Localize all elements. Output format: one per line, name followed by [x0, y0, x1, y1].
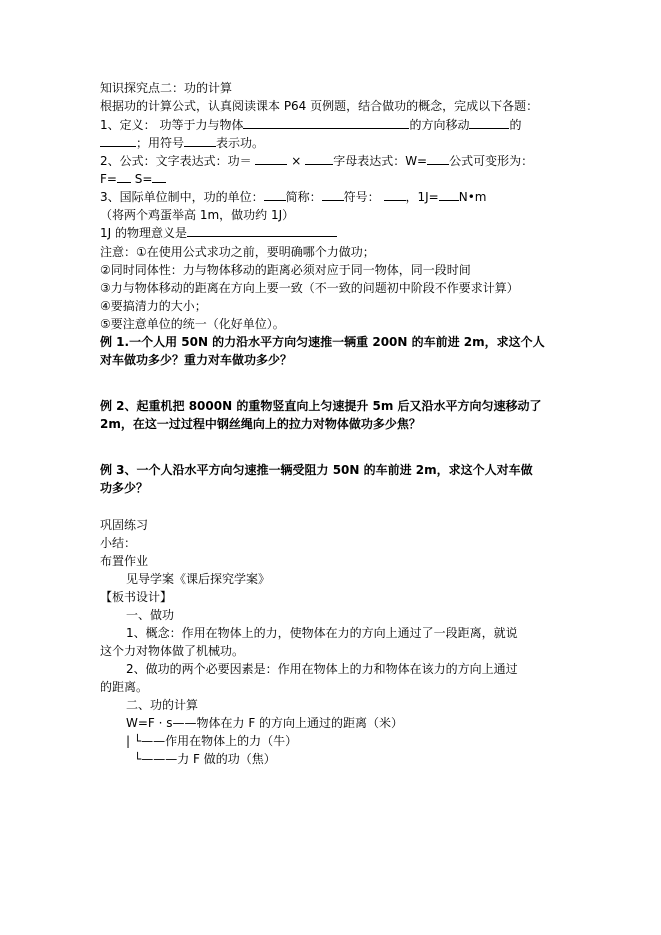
board-section-2-title: 二、功的计算 — [126, 698, 199, 712]
fill-blank — [384, 189, 406, 201]
fill-blank — [322, 189, 344, 201]
fill-blank — [152, 171, 166, 183]
fill-blank — [243, 117, 409, 129]
board-concept-line-1: 1、概念：作用在物体上的力，使物体在力的方向上通过了一段距离，就说 — [126, 626, 518, 640]
fill-blank — [427, 153, 449, 165]
board-concept-line-2: 这个力对物体做了机械功。 — [100, 644, 245, 658]
board-factors-line-1: 2、做功的两个必要因素是：作用在物体上的力和物体在该力的方向上通过 — [126, 662, 518, 676]
note-line-4: ④要搞清力的大小； — [100, 299, 207, 313]
egg-note: （将两个鸡蛋举高 1m，做功约 1J） — [100, 208, 295, 222]
definition-line-1: 1、定义： 功等于力与物体 的方向移动 的 — [100, 118, 522, 132]
note-line-3: ③力与物体移动的距离在方向上要一致（不一致的问题初中阶段不作要求计算） — [100, 281, 519, 295]
formula-line-2: F= S= — [100, 171, 166, 187]
example-1-line-1: 例 1.一个人用 50N 的力沿水平方向匀速推一辆重 200N 的车前进 2m，求这个人 — [100, 335, 545, 349]
fill-blank — [184, 135, 216, 147]
summary-heading: 小结： — [100, 536, 137, 550]
practice-heading: 巩固练习 — [100, 518, 149, 532]
fill-blank — [187, 225, 337, 237]
example-3-line-1: 例 3、一个人沿水平方向匀速推一辆受阻力 50N 的车前进 2m，求这个人对车做 — [100, 463, 533, 477]
fill-blank — [264, 189, 286, 201]
formula-line-1: 2、公式：文字表达式：功＝ × 字母表达式：W= 公式可变形为： — [100, 154, 534, 168]
example-2-line-1: 例 2、起重机把 8000N 的重物竖直向上匀速提升 5m 后又沿水平方向匀速移动了 — [100, 399, 542, 413]
board-formula-line-1: W=F · s——物体在力 F 的方向上通过的距离（米） — [126, 716, 404, 730]
board-design-title: 【板书设计】 — [100, 590, 173, 604]
example-3-line-2: 功多少？ — [100, 481, 149, 495]
definition-line-2: ；用符号 表示功。 — [100, 135, 264, 151]
fill-blank — [117, 171, 131, 183]
fill-blank — [469, 117, 509, 129]
example-1-line-2: 对车做功多少？重力对车做功多少？ — [100, 353, 293, 367]
note-line-5: ⑤要注意单位的统一（化好单位）。 — [100, 317, 285, 331]
fill-blank — [439, 189, 459, 201]
board-formula-line-2: | └——作用在物体上的力（牛） — [126, 734, 298, 748]
fill-blank — [255, 153, 287, 165]
joule-meaning-line: 1J 的物理意义是 — [100, 225, 337, 241]
note-line-2: ②同时同体性：力与物体移动的距离必须对应于同一物体，同一段时间 — [100, 263, 471, 277]
board-factors-line-2: 的距离。 — [100, 680, 149, 694]
unit-line: 3、国际单位制中，功的单位： 简称： 符号： ，1J= N•m — [100, 190, 487, 204]
board-formula-line-3: └———力 F 做的功（焦） — [134, 752, 276, 766]
fill-blank — [100, 135, 136, 147]
note-line-1: 注意：①在使用公式求功之前，要明确哪个力做功； — [100, 245, 375, 259]
board-section-1-title: 一、做功 — [126, 608, 175, 622]
section-title: 知识探究点二：功的计算 — [100, 81, 233, 95]
example-2-line-2: 2m，在这一过过程中钢丝绳向上的拉力对物体做功多少焦？ — [100, 417, 421, 431]
fill-blank — [305, 153, 333, 165]
homework-heading: 布置作业 — [100, 554, 149, 568]
intro-line: 根据功的计算公式，认真阅读课本 P64 页例题，结合做功的概念，完成以下各题： — [100, 99, 539, 113]
homework-detail: 见导学案《课后探究学案》 — [126, 572, 271, 586]
